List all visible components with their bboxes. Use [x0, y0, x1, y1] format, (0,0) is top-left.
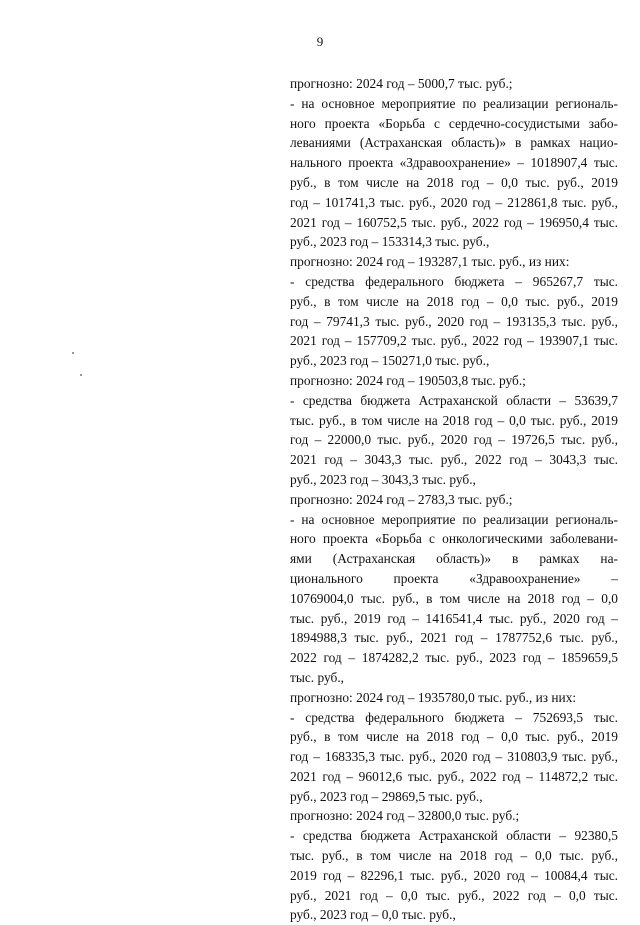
body-text	[290, 74, 618, 925]
text-line: ного проекта «Борьба с онкологическими заболевани-	[290, 531, 618, 547]
text-line: руб., 2023 год – 3043,3 тыс. руб.,	[290, 471, 476, 487]
text-line: год – 22000,0 тыс. руб., 2020 год – 19726,5 тыс. руб.,	[290, 432, 618, 448]
text-line: руб., 2023 год – 150271,0 тыс. руб.,	[290, 353, 490, 369]
text-line: 2021 год – 157709,2 тыс. руб., 2022 год – 193907,1 тыс.	[290, 333, 618, 349]
text-line: - средства федерального бюджета – 752693,5 тыс.	[290, 709, 618, 725]
text-line: руб., 2021 год – 0,0 тыс. руб., 2022 год – 0,0 тыс.	[290, 887, 618, 903]
text-line: руб., 2023 год – 153314,3 тыс. руб.,	[290, 234, 490, 250]
text-line: 2021 год – 96012,6 тыс. руб., 2022 год – 114872,2 тыс.	[290, 768, 618, 784]
text-line: год – 79741,3 тыс. руб., 2020 год – 193135,3 тыс. руб.,	[290, 313, 618, 329]
text-line: ционального проекта «Здравоохранение» –	[290, 570, 618, 586]
text-line: 2019 год – 82296,1 тыс. руб., 2020 год – 10084,4 тыс.	[290, 867, 618, 883]
text-line: 2022 год – 1874282,2 тыс. руб., 2023 год – 1859659,5	[290, 650, 618, 666]
scan-speck	[72, 352, 74, 354]
text-line: прогнозно: 2024 год – 2783,3 тыс. руб.;	[290, 491, 513, 507]
text-line: - средства федерального бюджета – 965267,7 тыс.	[290, 273, 618, 289]
text-line: руб., в том числе на 2018 год – 0,0 тыс. руб., 2019	[290, 174, 618, 190]
text-line: прогнозно: 2024 год – 193287,1 тыс. руб., из них:	[290, 254, 570, 270]
text-line: - средства бюджета Астраханской области – 53639,7	[290, 392, 618, 408]
text-line: ями (Астраханская область)» в рамках на-	[290, 551, 618, 567]
text-line: - на основное мероприятие по реализации региональ-	[290, 95, 618, 111]
text-line: руб., 2023 год – 0,0 тыс. руб.,	[290, 907, 456, 923]
text-line: руб., в том числе на 2018 год – 0,0 тыс. руб., 2019	[290, 293, 618, 309]
text-line: ного проекта «Борьба с сердечно-сосудистыми забо-	[290, 115, 618, 131]
text-line: год – 101741,3 тыс. руб., 2020 год – 212861,8 тыс. руб.,	[290, 194, 618, 210]
text-line: руб., в том числе на 2018 год – 0,0 тыс. руб., 2019	[290, 729, 618, 745]
page-number: 9	[316, 34, 324, 49]
text-line: тыс. руб.,	[290, 669, 345, 685]
text-line: год – 168335,3 тыс. руб., 2020 год – 310803,9 тыс. руб.,	[290, 749, 618, 765]
text-line: 10769004,0 тыс. руб., в том числе на 2018 год – 0,0	[290, 590, 618, 606]
text-line: леваниями (Астраханская область)» в рамках нацио-	[290, 135, 618, 151]
text-line: прогнозно: 2024 год – 190503,8 тыс. руб.;	[290, 372, 526, 388]
text-line: прогнозно: 2024 год – 32800,0 тыс. руб.;	[290, 808, 520, 824]
text-line: нального проекта «Здравоохранение» – 1018907,4 тыс.	[290, 155, 618, 171]
text-line: прогнозно: 2024 год – 5000,7 тыс. руб.;	[290, 76, 513, 91]
text-line: тыс. руб., 2019 год – 1416541,4 тыс. руб., 2020 год –	[290, 610, 618, 626]
text-line: тыс. руб., в том числе на 2018 год – 0,0 тыс. руб., 2019	[290, 412, 618, 428]
text-line: 2021 год – 3043,3 тыс. руб., 2022 год – 3043,3 тыс.	[290, 452, 618, 468]
text-line: руб., 2023 год – 29869,5 тыс. руб.,	[290, 788, 483, 804]
scan-speck	[80, 374, 82, 376]
text-line: тыс. руб., в том числе на 2018 год – 0,0 тыс. руб.,	[290, 848, 618, 864]
text-line: - средства бюджета Астраханской области – 92380,5	[290, 828, 618, 844]
text-line: 2021 год – 160752,5 тыс. руб., 2022 год – 196950,4 тыс.	[290, 214, 618, 230]
text-line: 1894988,3 тыс. руб., 2021 год – 1787752,6 тыс. руб.,	[290, 630, 618, 646]
text-line: - на основное мероприятие по реализации региональ-	[290, 511, 618, 527]
text-line: прогнозно: 2024 год – 1935780,0 тыс. руб., из них:	[290, 689, 577, 705]
